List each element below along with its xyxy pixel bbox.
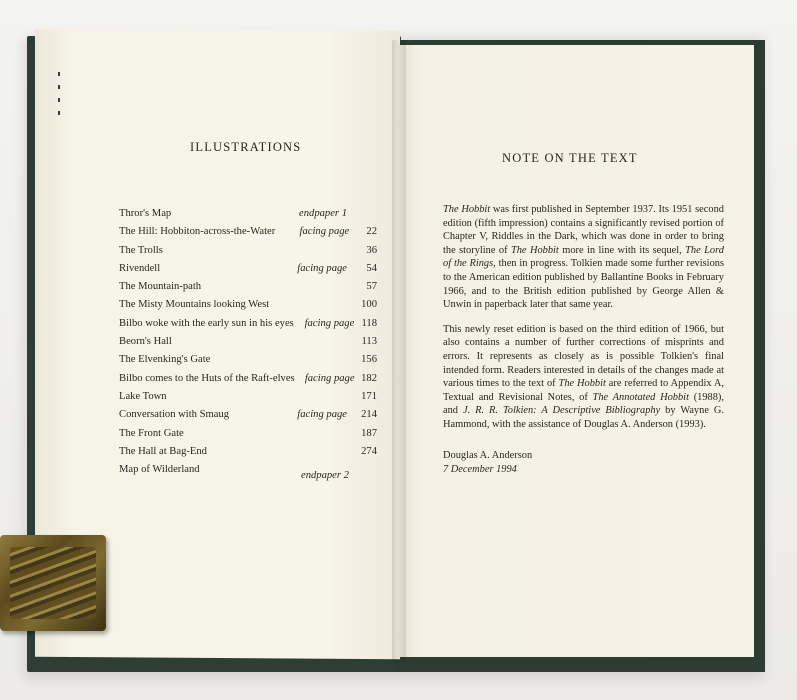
illustration-caption: The Mountain-path <box>119 281 202 293</box>
note-text: are referred to Appendix A, Textual and Revisional Notes, of <box>443 378 724 403</box>
note-text: was first published in September 1937. Its 1951 second edition (fifth impression) contains a significantly revised portion of Chapter V, Riddles in the Dark, which was done in order to bring the storyline of <box>443 204 724 256</box>
illustration-caption: The Elvenking's Gate <box>119 354 211 366</box>
note-paragraph-2 <box>443 323 724 432</box>
illustration-page: 187 <box>361 427 377 439</box>
illustration-row <box>119 370 377 388</box>
illustration-row <box>119 223 377 241</box>
illustration-ref: facing page <box>304 372 355 384</box>
note-title: NOTE ON THE TEXT <box>502 151 638 165</box>
illustration-page: 156 <box>361 354 377 366</box>
illustration-row <box>119 260 377 278</box>
illustration-caption: The Front Gate <box>119 427 184 439</box>
illustration-row <box>119 425 377 443</box>
illustration-page: 214 <box>361 409 377 421</box>
illustration-page: 100 <box>361 299 377 311</box>
title-ref: The Hobbit <box>558 378 606 390</box>
note-text: more in line with its sequel, <box>558 244 686 256</box>
title-ref: The Annotated Hobbit <box>592 391 689 403</box>
illustration-row <box>119 242 377 260</box>
illustration-row <box>119 443 377 461</box>
illustration-page: 274 <box>361 445 377 457</box>
illustration-page: 182 <box>361 372 377 384</box>
illustrations-list <box>119 205 377 479</box>
illustration-page: 113 <box>361 336 377 348</box>
illustration-row <box>119 388 377 406</box>
illustration-caption: Lake Town <box>119 390 167 402</box>
illustration-ref: facing page <box>299 226 350 238</box>
illustration-caption: Bilbo comes to the Huts of the Raft-elves <box>119 372 295 384</box>
page-edge-marks <box>58 72 61 124</box>
illustration-page: 22 <box>366 226 377 238</box>
illustration-row <box>119 296 377 314</box>
illustration-page: 118 <box>361 317 377 329</box>
illustration-caption: Bilbo woke with the early sun in his eyes <box>119 317 294 329</box>
note-text: by Wayne G. Hammond, with the assistance of Douglas A. Anderson (1993). <box>443 405 724 430</box>
illustration-caption: Map of Wilderland <box>119 464 200 476</box>
illustration-row <box>119 205 377 223</box>
illustration-caption: The Hill: Hobbiton-across-the-Water <box>119 226 276 238</box>
book-gutter <box>392 40 406 662</box>
signature-block <box>443 449 532 476</box>
illustration-page: 171 <box>361 390 377 402</box>
illustration-caption: The Hall at Bag-End <box>119 445 207 457</box>
author-name: Douglas A. Anderson <box>443 450 533 461</box>
illustration-caption: Conversation with Smaug <box>119 409 230 421</box>
title-ref: The Lord of the Rings <box>443 244 724 270</box>
note-body <box>443 203 724 443</box>
illustration-page: 57 <box>366 281 377 293</box>
brass-book-weight <box>0 535 106 631</box>
illustration-caption: The Trolls <box>119 244 163 256</box>
illustration-caption: Rivendell <box>119 262 161 274</box>
note-text: (1988), and <box>443 391 724 417</box>
illustration-ref: facing page <box>297 262 347 274</box>
illustration-row <box>119 333 377 351</box>
illustration-row <box>119 406 377 424</box>
title-ref: The Hobbit <box>443 204 491 215</box>
endpaper-2-ref: endpaper 2 <box>301 470 349 481</box>
illustration-row <box>119 278 377 296</box>
illustration-caption: Beorn's Hall <box>119 336 172 348</box>
illustration-caption: Thror's Map <box>119 208 172 219</box>
illustration-ref: facing page <box>297 409 347 421</box>
illustration-ref: facing page <box>304 317 355 329</box>
title-ref: J. R. R. Tolkien: A Descriptive Bibliography <box>462 405 661 417</box>
note-text: , then in progress. Tolkien made some further revisions to the American edition published by Ballantine Books in February 1966, and to the British edition published by George Allen & Unwin in paperback later that same year. <box>443 258 724 311</box>
note-date: 7 December 1994 <box>443 463 517 475</box>
illustration-ref: endpaper 1 <box>299 208 347 219</box>
illustration-page: 54 <box>366 262 377 274</box>
title-ref: The Hobbit <box>510 244 559 256</box>
illustration-caption: The Misty Mountains looking West <box>119 299 270 311</box>
illustration-row <box>119 351 377 369</box>
illustration-row <box>119 315 377 333</box>
illustration-page: 36 <box>366 244 377 256</box>
illustrations-title: ILLUSTRATIONS <box>190 140 302 154</box>
note-text: This newly reset edition is based on the third edition of 1966, but also contains a number of further corrections of misprints and errors. It represents as closely as is possible Tolkien's final intended form. Readers interested in details of the changes made at various times to the text of <box>443 323 724 390</box>
note-paragraph-1 <box>443 203 724 312</box>
